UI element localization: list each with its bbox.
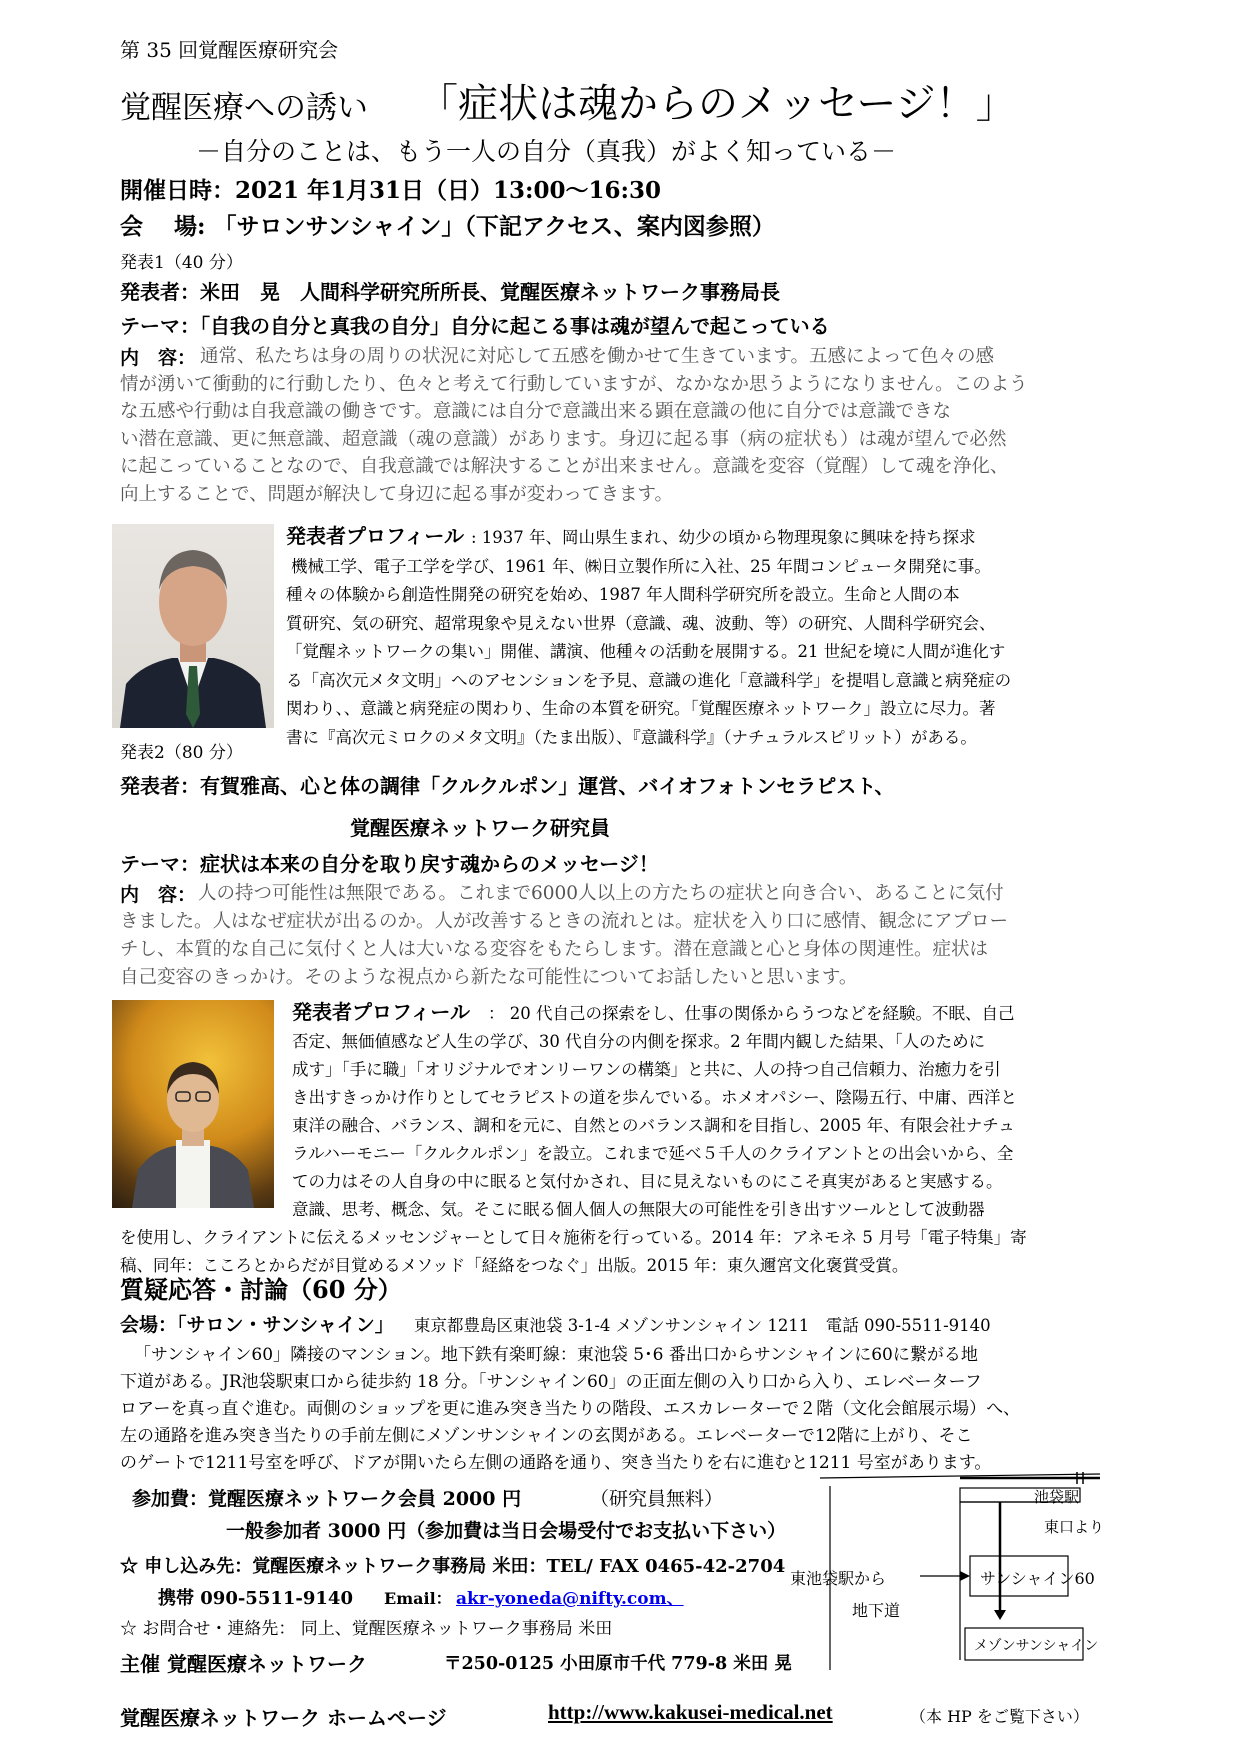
talk2-profile	[120, 1000, 1027, 1280]
map-station-label: 池袋駅	[1034, 1488, 1080, 1506]
access-directions	[120, 1342, 1020, 1477]
talk2-profile-line: ラルハーモニー「クルクルポン」を設立。これまで延べ５千人のクライアントとの出会いから、全	[292, 1144, 1014, 1163]
map-underpass-label: 地下道	[852, 1601, 901, 1620]
access-line: のゲートで1211号室を呼び、ドアが開いたら左側の通路を通り、突き当たりを右に進むと1211 号室があります。	[120, 1453, 992, 1473]
talk2-profile-line: き出すきっかけ作りとしてセラピストの道を歩んでいる。ホメオパシー、陰陽五行、中庸、西洋と	[292, 1088, 1018, 1107]
talk2-profile-line: を使用し、クライアントに伝えるメッセンジャーとして日々施術を行っている。2014 年：アネモネ 5 月号「電子特集」寄	[120, 1228, 1027, 1247]
map-from-label: 東池袋駅から	[790, 1569, 887, 1588]
contact-email-link[interactable]: akr-yoneda@nifty.com、	[456, 1589, 684, 1609]
talk2-profile-label: 発表者プロフィール	[292, 1000, 470, 1024]
talk2-profile-line: 意識、思考、概念、気。そこに眠る個人個人の無限大の可能性を引き出すツールとして波動器	[292, 1200, 985, 1219]
contact-mobile: 携帯 090-5511-9140	[158, 1588, 353, 1609]
organizer: 主催 覚醒医療ネットワーク	[120, 1652, 367, 1676]
talk2-profile-line: ての力はその人自身の中に眠ると気付かされ、目に見えないものにこそ真実があると実感する。	[292, 1172, 1003, 1191]
talk1-profile-line: 関わり、、意識と病発症の関わり、生命の本質を研究。「覚醒医療ネットワーク」設立に尽力。著	[286, 699, 996, 718]
meeting-number: 第 35 回覚醒医療研究会	[120, 38, 339, 62]
talk1-profile-line: : 1937 年、岡山県生まれ、幼少の頃から物理現象に興味を持ち探求	[471, 528, 976, 547]
talk2-presenter: 発表者：有賀雅高、心と体の調律「クルクルポン」運営、バイオフォトンセラピスト、	[120, 774, 895, 798]
talk1-content	[120, 343, 1028, 508]
contact-inquiry: ☆ お問合せ・連絡先： 同上、覚醒医療ネットワーク事務局 米田	[120, 1619, 613, 1639]
contact-apply: ☆ 申し込み先：覚醒医療ネットワーク事務局 米田：TEL/ FAX 0465-42-2704	[120, 1556, 786, 1577]
talk2-content	[120, 880, 1008, 992]
access-line: 左の通路を進み突き当たりの手前左側にメゾンサンシャインの玄関がある。エレベーターで12階に上がり、そこ	[120, 1426, 973, 1446]
talk1-content-line: 情が湧いて衝動的に行動したり、色々と考えて行動していますが、なかなか思うようになりません。このよう	[120, 373, 1028, 395]
talk1-content-line: い潜在意識、更に無意識、超意識（魂の意識）があります。身辺に起る事（病の症状も）は魂が望んで必然	[120, 428, 1007, 450]
talk1-label: 発表1（40 分）	[120, 253, 243, 273]
access-venue-label: 会場：「サロン・サンシャイン」	[120, 1314, 394, 1336]
talk1-profile-line: 「覚醒ネットワークの集い」開催、講演、他種々の活動を展開する。21 世紀を境に人間が進化す	[286, 642, 1006, 661]
talk2-theme: テーマ：症状は本来の自分を取り戻す魂からのメッセージ！	[120, 852, 659, 876]
talk1-profile	[286, 524, 1011, 752]
footer-note: （本 HP をご覧下さい）	[910, 1707, 1089, 1726]
fee-member: 参加費：覚醒医療ネットワーク会員 2000 円	[132, 1488, 522, 1510]
talk1-profile-line: 機械工学、電子工学を学び、1961 年、㈱日立製作所に入社、25 年間コンピュータ開発に事。	[291, 556, 991, 576]
fee-member-note: （研究員無料）	[590, 1488, 724, 1510]
talk2-presenter-cont: 覚醒医療ネットワーク研究員	[350, 816, 610, 840]
homepage-link[interactable]: http://www.kakusei-medical.net	[548, 1700, 833, 1724]
talk1-profile-line: 種々の体験から創造性開発の研究を始め、1987 年人間科学研究所を設立。生命と人間の本	[286, 585, 960, 604]
access-line: 「サンシャイン60」隣接のマンション。地下鉄有楽町線：東池袋 5･6 番出口からサンシャインに60に繋がる地	[134, 1345, 978, 1365]
talk2-content-line: 自己変容のきっかけ。そのような視点から新たな可能性についてお話したいと思います。	[120, 967, 858, 988]
talk1-profile-label: 発表者プロフィール	[286, 524, 464, 548]
access-line: ロアーを真っ直ぐ進む。両側のショップを更に進み突き当たりの階段、エスカレーターで２階（文化会館展示場）へ、	[120, 1399, 1021, 1419]
map-sunshine60-label: サンシャイン60	[980, 1569, 1095, 1588]
title-lead: 覚醒医療への誘い	[120, 90, 368, 126]
footer-org: 覚醒医療ネットワーク ホームページ	[120, 1706, 447, 1730]
talk2-profile-line: 成す」「手に職」「オリジナルでオンリーワンの構築」と共に、人の持つ自己信頼力、治癒力を引	[292, 1060, 1001, 1079]
discussion-heading: 質疑応答・討論（60 分）	[120, 1275, 402, 1304]
fee-general: 一般参加者 3000 円（参加費は当日会場受付でお支払い下さい）	[226, 1520, 787, 1542]
contact-email-label: Email：	[384, 1589, 452, 1608]
access-map	[790, 1470, 1120, 1670]
talk2-content-line: チし、本質的な自己に気付くと人は大いなる変容をもたらします。潜在意識と心と身体の関連性。症状は	[120, 939, 989, 960]
map-east-exit-label: 東口より	[1044, 1518, 1105, 1536]
talk1-content-line: に起こっていることなので、自我意識では解決することが出来ません。意識を変容（覚醒）して魂を浄化、	[120, 456, 1009, 477]
talk2-profile-line: 東洋の融合、バランス、調和を元に、自然とのバランス調和を目指し、2005 年、有限会社ナチュ	[292, 1116, 1015, 1135]
talk1-theme: テーマ：「自我の自分と真我の自分」自分に起こる事は魂が望んで起こっている	[120, 314, 830, 338]
talk2-label: 発表2（80 分）	[120, 743, 243, 763]
page-title: 「症状は魂からのメッセージ！」	[418, 81, 1016, 127]
talk2-profile-line: ： 20 代自己の探索をし、仕事の関係からうつなどを経験。不眠、自己	[488, 1004, 1015, 1023]
talk1-presenter: 発表者：米田 晃 人間科学研究所所長、覚醒医療ネットワーク事務局長	[120, 280, 780, 304]
organizer-address: 〒250-0125 小田原市千代 779-8 米田 晃	[444, 1654, 792, 1674]
talk1-profile-line: 書に『高次元ミロクのメタ文明』（たま出版）、『意識科学』（ナチュラルスピリット）がある。	[286, 727, 977, 747]
talk2-content-line: きました。人はなぜ症状が出るのか。人が改善するときの流れとは。症状を入り口に感情、観念にアプロー	[120, 911, 1009, 932]
talk1-content-label: 内 容：	[120, 347, 197, 369]
access-venue-address: 東京都豊島区東池袋 3-1-4 メゾンサンシャイン 1211 電話 090-5511-9140	[414, 1316, 991, 1335]
talk2-profile-line: 稿、同年：こころとからだが目覚めるメソッド「経絡をつなぐ」出版。2015 年：東久邇宮文化褒賞受賞。	[120, 1256, 909, 1275]
talk1-content-line: 向上することで、問題が解決して身辺に起る事が変わってきます。	[120, 483, 673, 505]
presenter2-photo	[112, 1000, 274, 1208]
map-maison-label: メゾンサンシャイン	[974, 1638, 1099, 1654]
talk1-content-line: な五感や行動は自我意識の働きです。意識には自分で意識出来る顕在意識の他に自分では意識できな	[120, 401, 952, 422]
event-datetime: 開催日時：2021 年1月31日（日）13:00～16:30	[120, 177, 662, 204]
talk1-profile-line: 質研究、気の研究、超常現象や見えない世界（意識、魂、波動、等）の研究、人間科学研究会、	[286, 613, 996, 633]
subtitle: －自分のことは、もう一人の自分（真我）がよく知っている－	[196, 137, 897, 166]
talk1-profile-line: る「高次元メタ文明」へのアセンションを予見、意識の進化「意識科学」を提唱し意識と病発症の	[286, 670, 1012, 690]
access-line: 下道がある。JR池袋駅東口から徒歩約 18 分。「サンシャイン60」の正面左側の入り口から入り、エレベーターフ	[120, 1372, 982, 1392]
talk2-content-label: 内 容：	[120, 884, 197, 906]
talk2-content-line: 人の持つ可能性は無限である。これまで6000人以上の方たちの症状と向き合い、あることに気付	[198, 883, 1004, 904]
talk2-profile-line: 否定、無価値感など人生の学び、30 代自分の内側を探求。2 年間内観した結果、「人のために	[292, 1032, 986, 1051]
talk1-content-line: 通常、私たちは身の周りの状況に対応して五感を働かせて生きています。五感によって色々の感	[200, 346, 995, 367]
event-venue: 会 場: 「サロンサンシャイン」（下記アクセス、案内図参照）	[120, 213, 775, 240]
presenter1-photo	[112, 524, 274, 728]
